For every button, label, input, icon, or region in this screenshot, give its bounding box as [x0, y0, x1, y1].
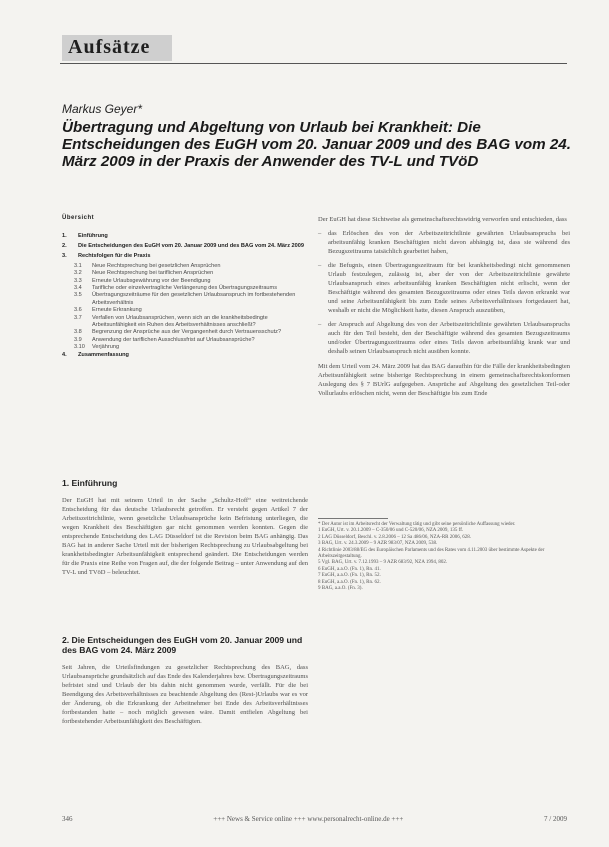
page-number: 346	[62, 815, 73, 823]
footnote: 5 Vgl. BAG, Urt. v. 7.12.1993 – 9 AZR 683/92, NZA 1994, 802.	[318, 560, 448, 566]
overview-heading: Übersicht	[62, 215, 95, 221]
article-title: Übertragung und Abgeltung von Urlaub bei Krankheit: Die Entscheidungen des EuGH vom 20. Januar 2009 und des BAG vom 24. März 2009 in der Praxis der Anwender des TV-L und TVöD	[62, 119, 571, 170]
footnote: 8 EuGH, a.a.O. (Fn. 1), Rn. 62.	[318, 579, 381, 585]
toc-item-number: 3.1	[74, 262, 82, 269]
section-1-heading: 1. Einführung	[62, 478, 118, 488]
toc-item-label: Rechtsfolgen für die Praxis	[78, 252, 151, 259]
table-of-contents	[62, 233, 308, 362]
toc-item-label: Begrenzung der Ansprüche aus der Vergangenheit durch Vertrauensschutz?	[92, 329, 282, 336]
toc-item-label: Übertragungszeiträume für den gesetzlichen Urlaubsanspruch im fortbestehenden Arbeitsverhältnis	[92, 292, 296, 306]
footnote: 2 LAG Düsseldorf, Beschl. v. 2.8.2006 – 12 Sa 486/06, NZA-RR 2006, 628.	[318, 534, 472, 540]
toc-item-label: Verjährung	[92, 344, 120, 351]
section-1-text: Der EuGH hat mit seinem Urteil in der Sache „Schultz-Hoff“ eine weitreichende Entscheidung für das deutsche Urlaubsrecht getroffen. Er versteht gegen Artikel 7 der Arbeitszeitrichtlinie, wenn gesetzliche Urlaubsansprüche kein Befristung unterliegen, die wegen Krankheit des Beschäftigten gar nicht genommen werden konnten. Gegen die entsprechende Entscheidung des LAG Düsseldorf ist die Revision beim BAG anhängig. Das BAG hat in anderer Sache Urteil mit der bisherigen Rechtsprechung zu Urlaubsabgeltung bei krankheitsbedingter Arbeitsunfähigkeit entsprechend geändert. Die Entscheidungen werden für die Praxis eine Reihe von Fragen auf, die der folgende Beitrag – unter Anwendung auf den TV-L und TVöD – beleuchtet.	[62, 497, 308, 576]
right-list-item	[318, 229, 570, 256]
toc-item	[62, 278, 308, 285]
toc-item-label: Tarifliche oder einzelvertragliche Verlängerung des Übertragungszeitraums	[92, 284, 278, 291]
right-list-item-text: der Anspruch auf Abgeltung des von der Arbeitszeitrichtlinie gewährten Urlaubsanspruchs auch für den Teil besteht, den der Beschäftigte während des gesamten Bezugszeitraums und/oder Übertragungszeitraums oder eines Teils davon arbeitsunfähig krank war und deshalb seinen Urlaubsanspruch nicht ausüben konnte.	[328, 321, 570, 355]
footnote: * Der Autor ist im Arbeitsrecht der Verwaltung tätig und gibt seine persönliche Auffassung wieder.	[318, 522, 516, 527]
header-rule	[60, 63, 567, 64]
toc-item	[62, 263, 308, 270]
toc-item-label: Neue Rechtsprechung bei tariflichen Ansprüchen	[92, 270, 214, 277]
toc-item-number: 3.6	[74, 307, 82, 314]
footnote: 4 Richtlinie 2003/88/EG des Europäischen Parlaments und des Rates vom 4.11.2003 über bestimmte Aspekte der Arbeitszeitgestaltung.	[318, 547, 545, 560]
toc-item	[62, 344, 308, 351]
toc-item-number: 3.7	[74, 314, 82, 321]
toc-item-number: 3.9	[74, 336, 82, 343]
toc-item	[62, 307, 308, 314]
footnote: 6 EuGH, a.a.O. (Fn. 1), Rn. 41.	[318, 566, 381, 572]
footnotes	[318, 518, 570, 592]
right-list-item	[318, 320, 570, 356]
toc-item-number: 3.2	[74, 270, 82, 277]
toc-item	[62, 233, 308, 240]
page-footer	[62, 815, 567, 823]
toc-item-number: 3.4	[74, 284, 82, 291]
section-2-text: Seit Jahren, die Urteilsfindungen zu gesetzlicher Rechtsprechung des BAG, dass Urlaubsansprüche grundsätzlich auf das Ende des Kalenderjahres bzw. Übertragungszeitraums befristet sind und Urlaub der bis dahin nicht genommen wurde, verfällt. Für die bei Beendigung des Arbeitsverhältnisses zu beachtende Abgeltung des (Rest-)Urlaubs war es vor der Änderung, ob die Erkrankung der Arbeitnehmer bei Ende des Arbeitsverhältnisses fortbestanden hatte – noch möglich gewesen wäre. Damit entfielen Abgeltung bei fortbestehender Arbeitsunfähigkeit des Beschäftigten.	[62, 664, 308, 725]
footnote: 3 BAG, Urt. v. 24.3.2009 – 9 AZR 983/07, NZA 2009, 538.	[318, 541, 438, 547]
toc-item	[62, 253, 308, 260]
toc-item-label: Anwendung der tariflichen Ausschlussfrist auf Urlaubsansprüche?	[92, 336, 255, 343]
issue-number: 7 / 2009	[544, 815, 567, 823]
toc-item-number: 4.	[62, 351, 67, 358]
toc-item-number: 2.	[62, 242, 67, 249]
dash-bullet: –	[318, 262, 322, 269]
right-list-item-text: die Befugnis, einen Übertragungszeitraum für bei krankheitsbedingt nicht genommenen Urlaub festzulegen, zulässig ist, aber der von der Arbeitszeitrichtlinie gewährte Urlaubsanspruch eines arbeitsunfähig kranken Beschäftigten nicht erlischt, wenn der Beschäftigte während des gesamten Bezugszeitraums oder eines Teils davon erkrankt war und seine Arbeitsunfähigkeit bis zum Ende seines Arbeitsverhältnisses fortgedauert hat, weshalb er nicht die Möglichkeit hatte, diesen Anspruch auszuüben,	[328, 262, 570, 314]
toc-item-number: 3.8	[74, 329, 82, 336]
toc-item-number: 1.	[62, 233, 67, 239]
toc-item-label: Erneute Erkrankung	[92, 307, 142, 314]
toc-item	[62, 292, 308, 307]
toc-item-label: Verfallen von Urlaubsansprüchen, wenn sich an die krankheitsbedingte Arbeitsunfähigkeit ein Ruhen des Arbeitsverhältnisses anschließt?	[92, 314, 268, 328]
dash-bullet: –	[318, 321, 322, 328]
toc-item	[62, 315, 308, 330]
footer-url: +++ News & Service online +++ www.personalrecht-online.de +++	[213, 815, 404, 823]
toc-item-label: Erneute Urlaubsgewährung vor der Beendigung	[92, 277, 211, 284]
toc-item	[62, 243, 308, 250]
toc-item	[62, 270, 308, 277]
footnote-rule	[318, 518, 388, 519]
toc-item	[62, 352, 308, 359]
footnote: 7 EuGH, a.a.O. (Fn. 1), Rn. 52.	[318, 573, 381, 579]
right-after-text: Mit dem Urteil vom 24. März 2009 hat das BAG daraufhin für die Fälle der krankheitsbedingten Arbeitsunfähigkeit seine bisherige Rechtsprechung in einem gemeinschaftsrechtskonformen Auslegung des § 7 BUrlG aufgegeben. Ansprüche auf Abgeltung des gesetzlichen Teil-oder Vollurlaubs erlöschen nicht, wenn der Beschäftigte bis zum Ende	[318, 363, 570, 397]
footnote: 9 BAG, a.a.O. (Fn. 3).	[318, 586, 363, 592]
right-list-item	[318, 261, 570, 315]
toc-item-label: Die Entscheidungen des EuGH vom 20. Januar 2009 und des BAG vom 24. März 2009	[78, 242, 305, 249]
section-2	[62, 635, 308, 726]
right-list	[318, 229, 570, 356]
section-label: Aufsätze	[68, 36, 151, 58]
toc-item-label: Zusammenfassung	[78, 351, 129, 358]
right-column	[318, 215, 570, 398]
toc-item-number: 3.10	[74, 344, 85, 351]
toc-item-number: 3.5	[74, 292, 82, 299]
right-intro: Der EuGH hat diese Sichtweise als gemeinschaftsrechtswidrig verworfen und entschieden, dass	[318, 216, 567, 223]
toc-item-number: 3.3	[74, 277, 82, 284]
toc-item-label: Einführung	[78, 233, 108, 239]
toc-item	[62, 337, 308, 344]
section-1	[62, 478, 308, 577]
toc-item	[62, 329, 308, 336]
dash-bullet: –	[318, 230, 322, 237]
section-2-heading: 2. Die Entscheidungen des EuGH vom 20. Januar 2009 und des BAG vom 24. März 2009	[62, 635, 303, 655]
author: Markus Geyer*	[62, 102, 143, 116]
footnote: 1 EuGH, Urt. v. 20.1.2009 – C-350/06 und C-520/06, NZA 2009, 135 ff.	[318, 528, 464, 534]
toc-item-label: Neue Rechtsprechung bei gesetzlichen Ansprüchen	[92, 262, 221, 269]
right-list-item-text: das Erlöschen des von der Arbeitszeitrichtlinie gewährten Urlaubsanspruchs bei arbeitsunfähig kranken Beschäftigten nicht davon abhängig ist, dass sie während des Bezugszeitraums tatsächlich gearbeitet haben,	[328, 230, 570, 255]
toc-item-number: 3.	[62, 252, 67, 259]
